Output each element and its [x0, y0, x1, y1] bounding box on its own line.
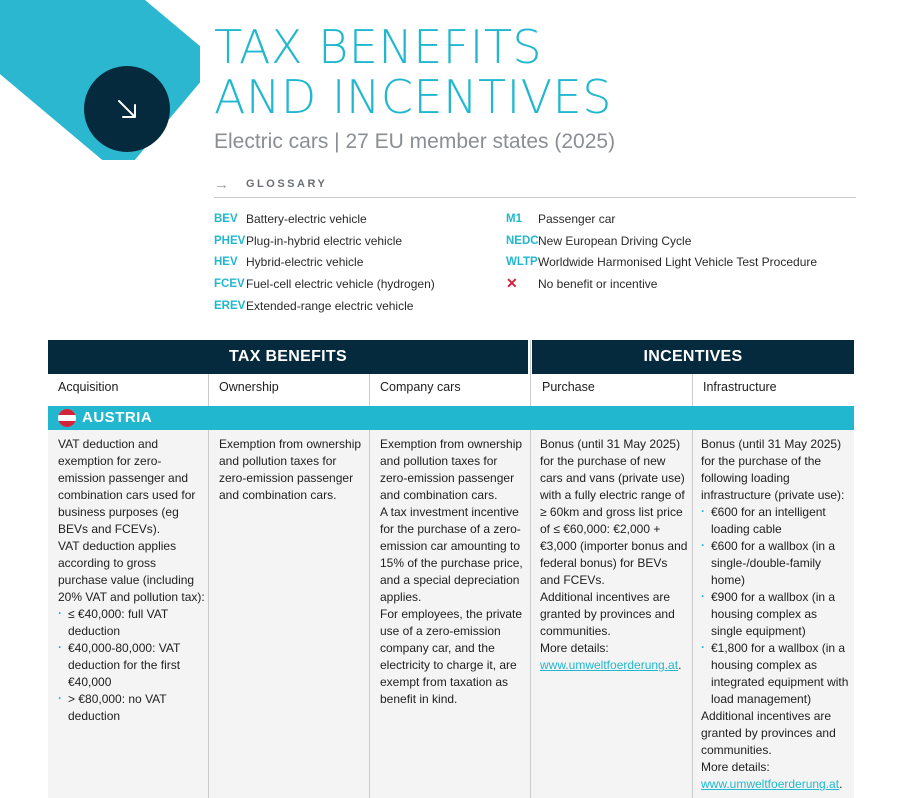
- glossary-definition: Fuel-cell electric vehicle (hydrogen): [246, 276, 435, 291]
- glossary-definition: Passenger car: [538, 211, 616, 226]
- glossary-definition: Extended-range electric vehicle: [246, 298, 414, 313]
- arrow-down-right-icon: [84, 66, 170, 152]
- cell-infrastructure: [701, 436, 851, 793]
- column-headers: [48, 374, 854, 404]
- column-divider: [369, 374, 370, 406]
- title-line-2: AND INCENTIVES: [214, 70, 612, 124]
- cell-text: For employees, the private use of a zero-emission company car, and the electricity to charge it, are exempt from taxation as benefit in kind.: [380, 607, 523, 706]
- glossary-definition: No benefit or incentive: [538, 276, 658, 291]
- incentives-header: INCENTIVES: [532, 340, 854, 374]
- glossary-heading: GLOSSARY: [246, 178, 328, 190]
- column-divider: [692, 430, 693, 798]
- cell-link-line: [701, 776, 851, 793]
- cell-text: VAT deduction and exemption for zero-emission passenger and combination cars used for business purposes (eg BEVs and FCEVs).: [58, 437, 196, 536]
- column-header-infrastructure: Infrastructure: [703, 380, 777, 394]
- glossary-abbr: EREV: [214, 299, 246, 312]
- cell-text: Bonus (until 31 May 2025) for the purchase of new cars and vans (private use) with a fully electric range of ≥ 60km and gross list price of ≤ €60,000: €2,000 + €3,000 (importer bonus and federal bonus) for BEVs and FCEVs.: [540, 437, 688, 587]
- cell-ownership: [219, 436, 367, 504]
- cell-text: More details:: [540, 641, 609, 655]
- glossary-item: [214, 208, 435, 230]
- column-header-ownership: Ownership: [219, 380, 279, 394]
- glossary-definition: Worldwide Harmonised Light Vehicle Test Procedure: [538, 255, 818, 270]
- column-divider: [369, 430, 370, 798]
- page-subtitle: Electric cars | 27 EU member states (2025): [214, 130, 616, 153]
- cell-acquisition: [58, 436, 206, 725]
- list-item: · €600 for a wallbox (in a single-/double-family home): [701, 538, 851, 589]
- cell-text: VAT deduction applies according to gross purchase value (including 20% VAT and pollution tax):: [58, 539, 205, 604]
- glossary-abbr: M1: [506, 212, 522, 225]
- cell-text: Exemption from ownership and pollution taxes for zero-emission passenger and combination cars.: [380, 437, 523, 502]
- more-details-link[interactable]: www.umweltfoerderung.at: [540, 658, 679, 672]
- glossary-abbr: HEV: [214, 256, 238, 269]
- cell-text: A tax investment incentive for the purchase of a zero-emission car amounting to 15% of the purchase price, and a special depreciation applies.: [380, 505, 523, 604]
- cell-text: Bonus (until 31 May 2025) for the purchase of the following loading infrastructure (private use):: [701, 437, 845, 502]
- column-divider: [530, 430, 531, 798]
- glossary-item: [506, 251, 817, 273]
- glossary-definition: Hybrid-electric vehicle: [246, 255, 364, 270]
- column-divider: [208, 374, 209, 406]
- glossary-definition: New European Driving Cycle: [538, 233, 692, 248]
- page-title: [214, 22, 854, 122]
- bullet-list: [701, 504, 851, 708]
- country-content: [48, 430, 854, 798]
- tax-benefits-header: TAX BENEFITS: [48, 340, 528, 374]
- list-item: · €40,000-80,000: VAT deduction for the first €40,000: [58, 640, 206, 691]
- glossary-item: [506, 208, 817, 230]
- cell-link-line: [540, 657, 688, 674]
- link-suffix: .: [839, 777, 843, 791]
- austria-flag-icon: [58, 409, 76, 427]
- cell-text: Additional incentives are granted by provinces and communities.: [701, 709, 836, 757]
- list-item: · €1,800 for a wallbox (in a housing complex as integrated equipment with load management): [701, 640, 851, 708]
- country-name: AUSTRIA: [82, 409, 153, 426]
- glossary-item: [506, 273, 817, 295]
- cell-company-cars: [380, 436, 528, 708]
- list-item: · > €80,000: no VAT deduction: [58, 691, 206, 725]
- glossary-abbr: FCEV: [214, 277, 245, 290]
- bullet-list: [58, 606, 206, 725]
- glossary-abbr: PHEV: [214, 234, 246, 247]
- list-item: · €600 for an intelligent loading cable: [701, 504, 851, 538]
- glossary-item: [214, 295, 435, 317]
- more-details-link[interactable]: www.umweltfoerderung.at: [701, 777, 840, 791]
- tax-table: [48, 340, 854, 798]
- column-header-purchase: Purchase: [542, 380, 595, 394]
- column-divider: [208, 430, 209, 798]
- column-header-acquisition: Acquisition: [58, 380, 119, 394]
- cell-text: Exemption from ownership and pollution taxes for zero-emission passenger and combination cars.: [219, 437, 362, 502]
- glossary-list-left: [214, 208, 435, 316]
- glossary-definition: Plug-in-hybrid electric vehicle: [246, 233, 403, 248]
- arrow-right-icon: →: [214, 176, 229, 193]
- list-item: · €900 for a wallbox (in a housing complex as single equipment): [701, 589, 851, 640]
- title-line-1: TAX BENEFITS: [214, 20, 543, 74]
- glossary-definition: Battery-electric vehicle: [246, 211, 367, 226]
- glossary-item: [214, 273, 435, 295]
- column-divider: [692, 374, 693, 406]
- country-row-austria: [48, 406, 854, 430]
- glossary-item: [214, 230, 435, 252]
- glossary-item: [214, 251, 435, 273]
- glossary-abbr: NEDC: [506, 234, 539, 247]
- cell-purchase: [540, 436, 688, 674]
- glossary-header: [214, 174, 856, 198]
- glossary-abbr: BEV: [214, 212, 238, 225]
- list-item: · ≤ €40,000: full VAT deduction: [58, 606, 206, 640]
- glossary-list-right: [506, 208, 817, 295]
- cell-text: Additional incentives are granted by provinces and communities.: [540, 590, 675, 638]
- cell-text: More details:: [701, 760, 770, 774]
- glossary-abbr: WLTP: [506, 256, 538, 269]
- link-suffix: .: [678, 658, 682, 672]
- column-divider: [530, 340, 531, 406]
- glossary-item: [506, 230, 817, 252]
- close-icon: ✕: [506, 275, 518, 292]
- column-header-company-cars: Company cars: [380, 380, 461, 394]
